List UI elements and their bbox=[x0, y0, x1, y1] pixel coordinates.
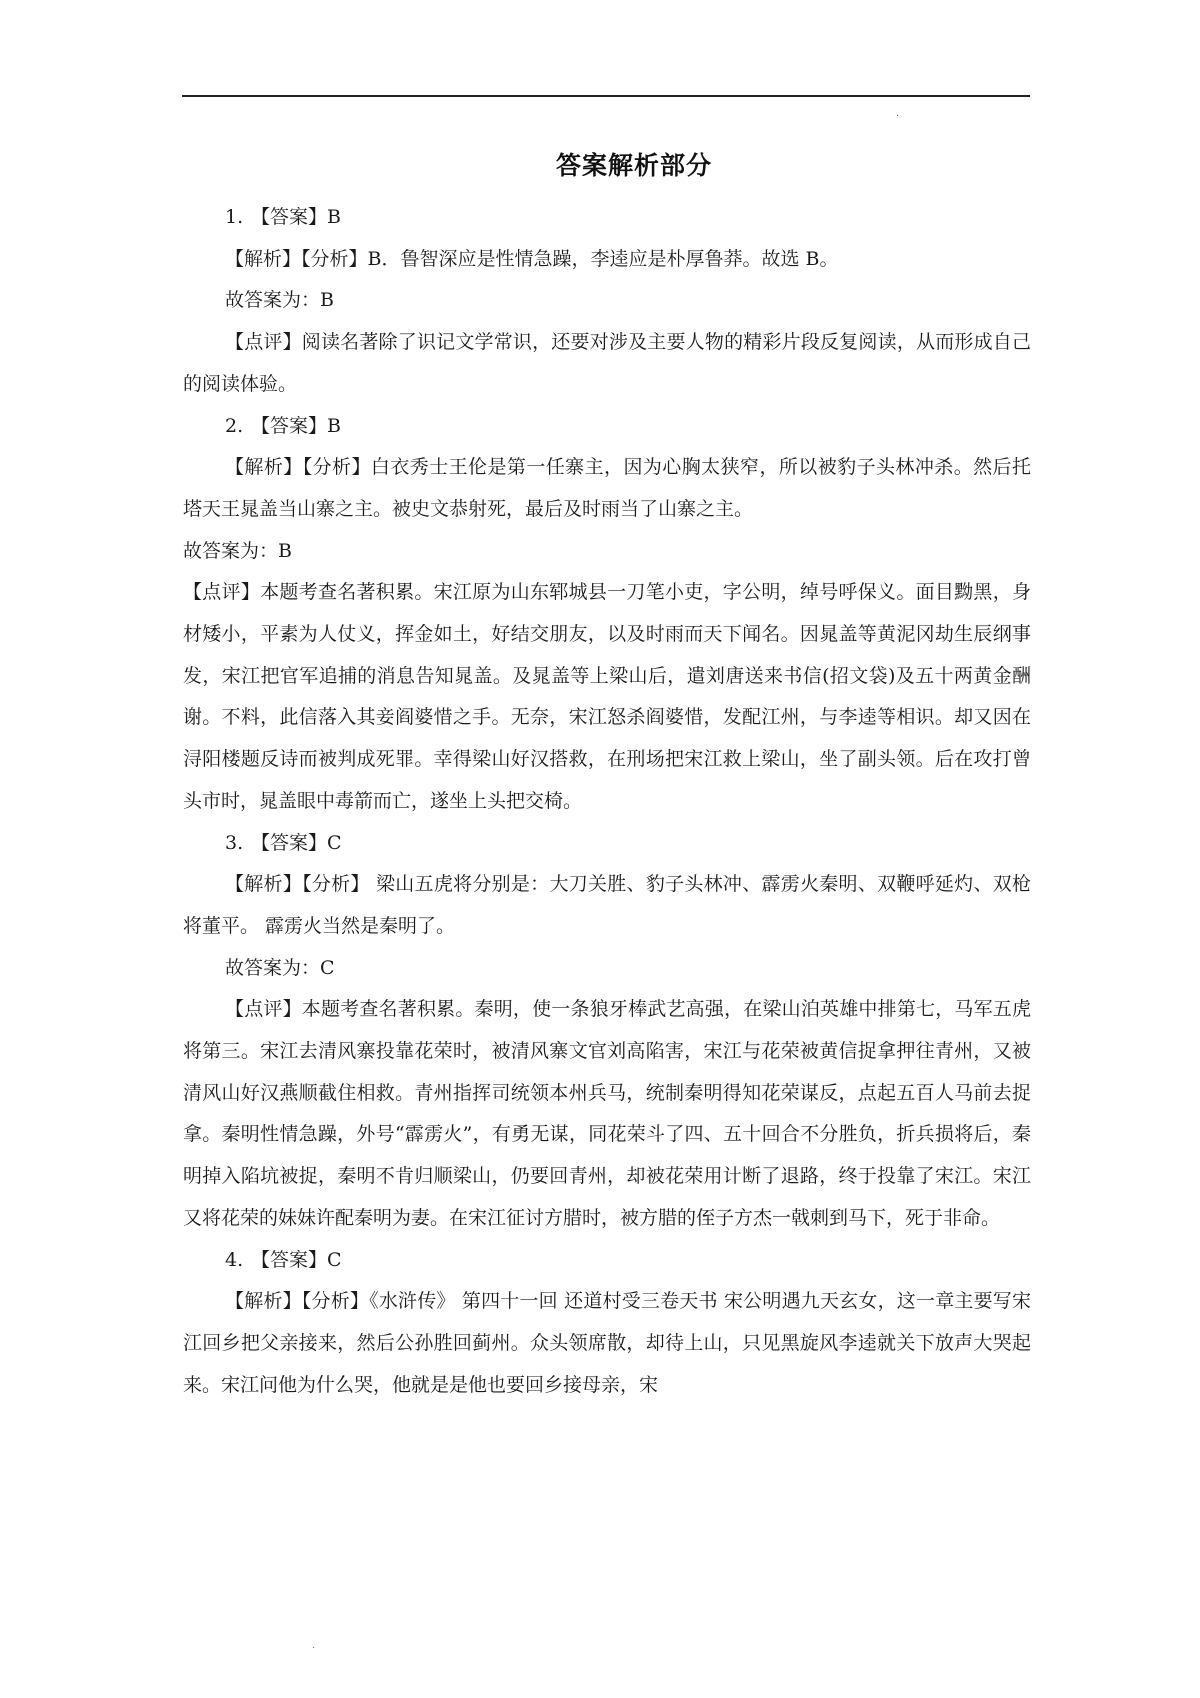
q1-number: 1. bbox=[225, 206, 244, 228]
header-rule bbox=[182, 95, 1030, 97]
q2-answer-text: 【答案】B bbox=[251, 414, 341, 437]
q3-answer-text: 【答案】C bbox=[251, 831, 342, 854]
q2-comment: 【点评】本题考查名著积累。宋江原为山东郓城县一刀笔小吏，字公明，绰号呼保义。面目黝黑，身材矮小，平素为人仗义，挥金如土，好结交朋友，以及时雨而天下闻名。因晁盖等黄泥冈劫生辰纲事发，宋江把官军追捕的消息告知晁盖。及晁盖等上梁山后，遣刘唐送来书信(招文袋)及五十两黄金酬谢。不料，此信落入其妾阎婆惜之手。无奈，宋江怒杀阎婆惜，发配江州，与李逵等相识。却又因在浔阳楼题反诗而被判成死罪。幸得梁山好汉搭救，在刑场把宋江救上梁山，坐了副头领。后在攻打曾头市时，晁盖眼中毒箭而亡，遂坐上头把交椅。 bbox=[183, 581, 1031, 812]
q1-comment: 【点评】阅读名著除了识记文学常识，还要对涉及主要人物的精彩片段反复阅读，从而形成自己的阅读体验。 bbox=[183, 331, 1031, 395]
q2-conclusion: 故答案为：B bbox=[183, 539, 292, 562]
q3-conclusion: 故答案为：C bbox=[225, 956, 335, 979]
q4-answer bbox=[183, 1240, 1031, 1282]
q3-number: 3. bbox=[225, 831, 244, 854]
q1-answer bbox=[183, 197, 1031, 239]
answer-content bbox=[183, 197, 1031, 1406]
q1-answer-text: 【答案】B bbox=[251, 206, 341, 228]
q1-analysis: 【解析】【分析】B．鲁智深应是性情急躁，李逵应是朴厚鲁莽。故选 B。 bbox=[225, 247, 839, 270]
q3-answer bbox=[183, 823, 1031, 865]
q4-analysis: 【解析】【分析】《水浒传》 第四十一回 还道村受三卷天书 宋公明遇九天玄女，这一章主要写宋江回乡把父亲接来，然后公孙胜回蓟州。众头领席散，却待上山，只见黑旋风李逵就关下放声大哭起来。宋江问他为什么哭，他就是是他也要回乡接母亲，宋 bbox=[183, 1290, 1031, 1396]
footer-mark: . bbox=[312, 1640, 316, 1651]
q4-number: 4. bbox=[225, 1248, 244, 1271]
header-mark: . bbox=[896, 108, 900, 119]
q3-comment: 【点评】本题考查名著积累。秦明，使一条狼牙棒武艺高强，在梁山泊英雄中排第七，马军五虎将第三。宋江去清风寨投靠花荣时，被清风寨文官刘高陷害，宋江与花荣被黄信捉拿押往青州，又被清风山好汉燕顺截住相救。青州指挥司统领本州兵马，统制秦明得知花荣谋反，点起五百人马前去捉拿。秦明性情急躁，外号“霹雳火”，有勇无谋，同花荣斗了四、五十回合不分胜负，折兵损将后，秦明掉入陷坑被捉，秦明不肯归顺梁山，仍要回青州，却被花荣用计断了退路，终于投靠了宋江。宋江又将花荣的妹妹许配秦明为妻。在宋江征讨方腊时，被方腊的侄子方杰一戟刺到马下，死于非命。 bbox=[183, 998, 1031, 1229]
q2-number: 2. bbox=[225, 414, 244, 437]
q3-analysis: 【解析】【分析】 梁山五虎将分别是：大刀关胜、豹子头林冲、霹雳火秦明、双鞭呼延灼、双枪将董平。 霹雳火当然是秦明了。 bbox=[183, 873, 1031, 937]
q1-conclusion: 故答案为：B bbox=[225, 289, 334, 312]
q2-analysis: 【解析】【分析】白衣秀士王伦是第一任寨主，因为心胸太狭窄，所以被豹子头林冲杀。然后托塔天王晁盖当山寨之主。被史文恭射死，最后及时雨当了山寨之主。 bbox=[183, 456, 1031, 520]
page-title: 答案解析部分 bbox=[555, 151, 712, 180]
q4-answer-text: 【答案】C bbox=[251, 1248, 342, 1271]
q2-answer bbox=[183, 406, 1031, 448]
